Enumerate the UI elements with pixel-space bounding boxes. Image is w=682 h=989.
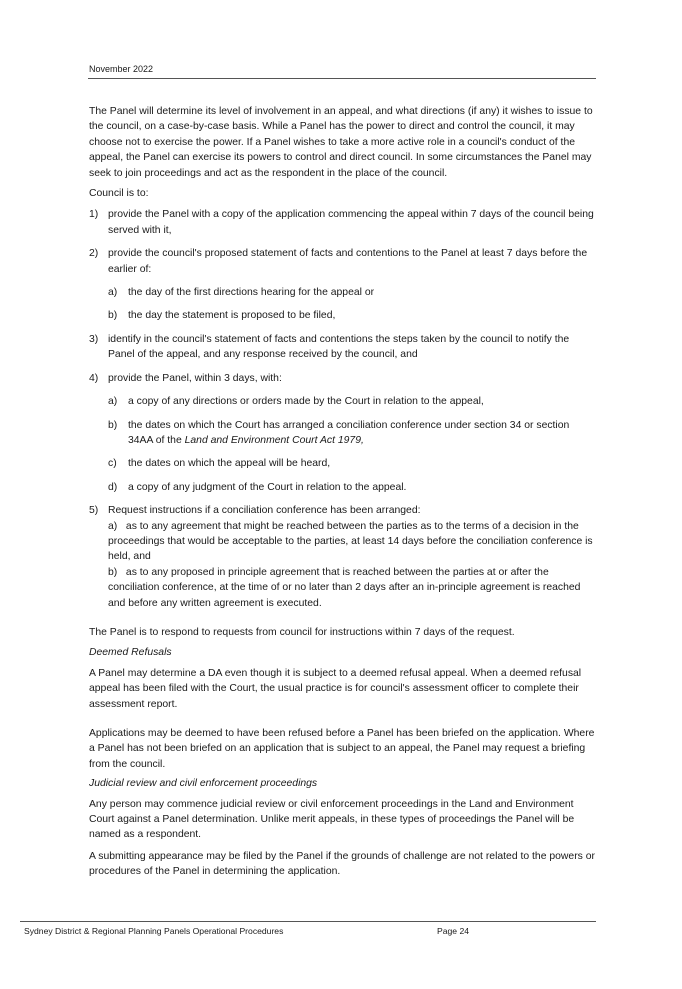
sub-text: a copy of any directions or orders made by the Court in relation to the appeal, <box>128 396 484 408</box>
list-text: provide the council's proposed statement of facts and contentions to the Panel at least 7 days before the earlier of: <box>108 248 588 275</box>
sub-item-2a <box>89 285 595 300</box>
header-divider <box>88 78 596 79</box>
list-item-1 <box>89 207 595 238</box>
judicial-paragraph-1: Any person may commence judicial review or civil enforcement proceedings in the Land and Environment Court against a Panel determination. Unlike merit appeals, in these types of proceedings the Panel will be named as a respondent. <box>89 798 575 841</box>
sub-text: the dates on which the appeal will be heard, <box>128 458 331 470</box>
inline-sub-5a <box>108 519 595 565</box>
footer-title: Sydney District & Regional Planning Panels Operational Procedures <box>24 926 284 936</box>
sub-number: a) <box>108 396 118 408</box>
sub-number: b) <box>108 419 118 431</box>
sub-item-4c <box>89 456 595 471</box>
sub-number: a) <box>108 520 118 532</box>
list-number: 2) <box>89 248 99 260</box>
list-number: 1) <box>89 209 99 221</box>
sub-text: as to any proposed in principle agreement that is reached between the parties at or after the conciliation conference, at the time of or no later than 2 days after an in-principle agreement is reached and before any written agreement is executed. <box>108 566 581 609</box>
deemed-paragraph-2: Applications may be deemed to have been refused before a Panel has been briefed on the application. Where a Panel has not been briefed on an application that is subject to an appeal, the Panel may request a briefing from the council. <box>89 728 595 770</box>
sub-item-2b <box>89 308 595 323</box>
sub-item-4a <box>89 394 595 409</box>
list-text: provide the Panel with a copy of the application commencing the appeal within 7 days of the council being served with it, <box>108 209 594 236</box>
judicial-review-heading: Judicial review and civil enforcement proceedings <box>89 778 318 790</box>
judicial-paragraph-2: A submitting appearance may be filed by the Panel if the grounds of challenge are not related to the powers or procedures of the Panel in determining the application. <box>89 850 595 878</box>
list-item-4 <box>89 371 595 386</box>
sub-number: b) <box>108 310 118 322</box>
list-text: Request instructions if a conciliation conference has been arranged: <box>108 505 421 517</box>
sub-text: as to any agreement that might be reached between the parties as to the terms of a decision in the proceedings that would be acceptable to the parties, at least 14 days before the conciliation conference is held, and <box>108 520 593 563</box>
sub-number: c) <box>108 458 117 470</box>
list-item-2 <box>89 246 595 277</box>
list-item-3 <box>89 332 595 363</box>
list-text: identify in the council's statement of facts and contentions the steps taken by the council to notify the Panel of the appeal, and any response received by the council, and <box>108 333 570 361</box>
header-date: November 2022 <box>89 64 154 74</box>
sub-item-4d <box>89 480 595 495</box>
list-number: 5) <box>89 505 99 517</box>
inline-sub-5b <box>108 565 595 611</box>
list-number: 4) <box>89 372 99 384</box>
council-lead: Council is to: <box>89 188 149 200</box>
sub-text: the day of the first directions hearing for the appeal or <box>128 287 375 299</box>
sub-item-4b <box>89 418 595 449</box>
list-item-5 <box>89 503 595 611</box>
sub-number: a) <box>108 287 118 299</box>
act-title: Land and Environment Court Act 1979, <box>184 434 364 446</box>
sub-text: a copy of any judgment of the Court in relation to the appeal. <box>128 481 407 493</box>
sub-text: the dates on which the Court has arranged a conciliation conference under section 34 or section 34AA of the <box>128 419 570 446</box>
list-number: 3) <box>89 333 99 345</box>
respond-paragraph: The Panel is to respond to requests from council for instructions within 7 days of the request. <box>89 626 515 638</box>
sub-number: d) <box>108 481 118 493</box>
page-body <box>89 104 595 880</box>
page-number: Page 24 <box>437 926 470 936</box>
deemed-paragraph-1: A Panel may determine a DA even though it is subject to a deemed refusal appeal. When a deemed refusal appeal has been filed with the Court, the usual practice is for council's assessment officer to complete their assessment report. <box>89 667 582 710</box>
deemed-refusals-heading: Deemed Refusals <box>89 647 172 659</box>
list-text: provide the Panel, within 3 days, with: <box>108 372 282 384</box>
intro-paragraph: The Panel will determine its level of involvement in an appeal, and what directions (if any) it wishes to issue to the council, on a case-by-case basis. While a Panel has the power to direct and control the council, it may choose not to exercise the power. If a Panel wishes to take a more active role in a council's conduct of the appeal, the Panel can exercise its powers to control and direct council. In some circumstances the Panel may seek to join proceedings and act as the respondent in the place of the council. <box>89 106 593 179</box>
sub-text: the day the statement is proposed to be filed, <box>128 310 336 322</box>
sub-number: b) <box>108 566 118 578</box>
footer-divider <box>20 921 596 922</box>
